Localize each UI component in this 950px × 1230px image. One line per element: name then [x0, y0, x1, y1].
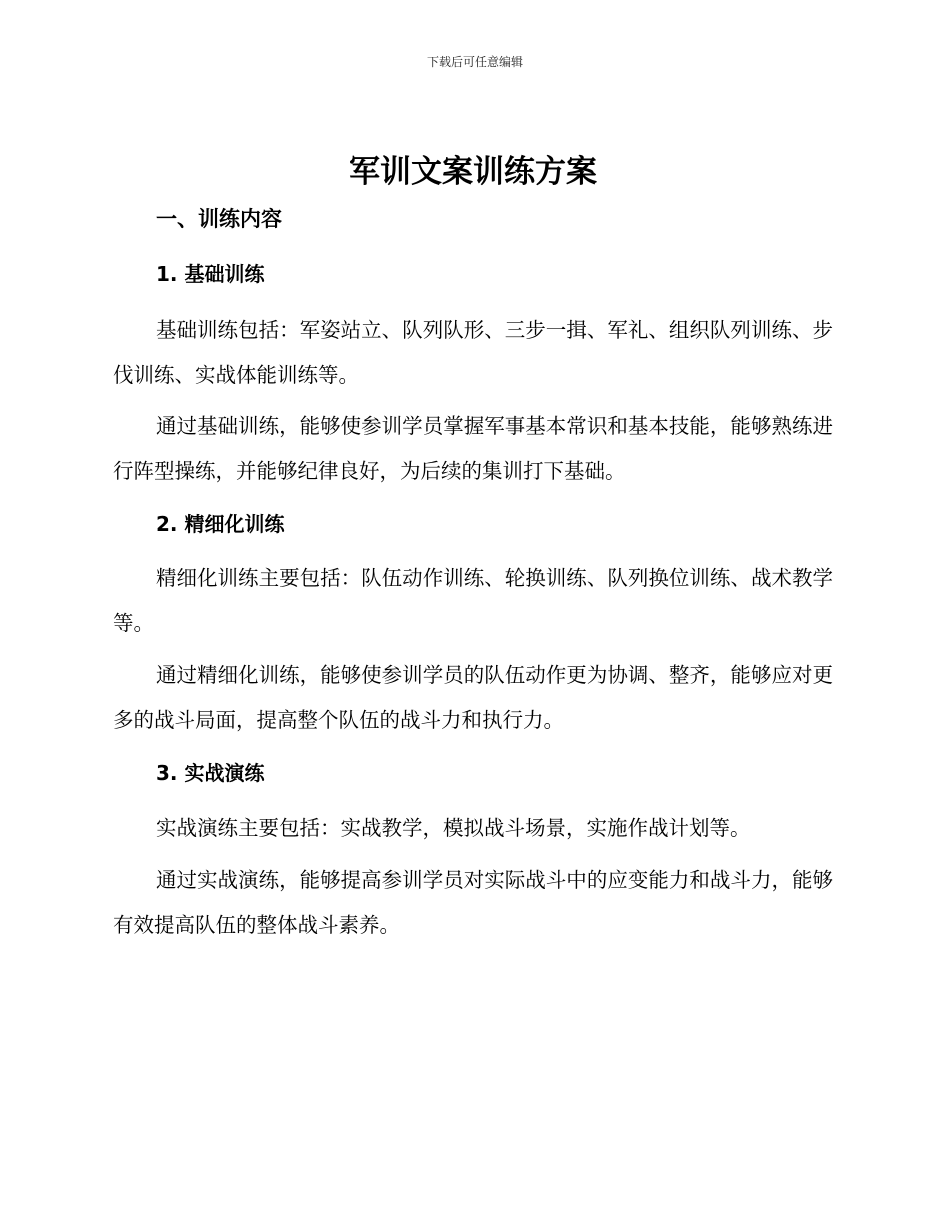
section-heading: 一、训练内容	[156, 207, 282, 231]
subsection-1-paragraph-1: 基础训练包括：军姿站立、队列队形、三步一揖、军礼、组织队列训练、步伐训练、实战体能训练等。	[113, 318, 833, 387]
header-note: 下载后可任意编辑	[426, 55, 523, 69]
subsection-3-heading: 3. 实战演练	[156, 761, 265, 785]
page-title: 军训文案训练方案	[349, 154, 597, 190]
subsection-2-paragraph-2: 通过精细化训练，能够使参训学员的队伍动作更为协调、整齐，能够应对更多的战斗局面，提高整个队伍的战斗力和执行力。	[113, 663, 833, 732]
subsection-2-paragraph-1: 精细化训练主要包括：队伍动作训练、轮换训练、队列换位训练、战术教学等。	[113, 566, 833, 635]
subsection-1-paragraph-2: 通过基础训练，能够使参训学员掌握军事基本常识和基本技能，能够熟练进行阵型操练，并能够纪律良好，为后续的集训打下基础。	[113, 414, 833, 483]
subsection-3-paragraph-2: 通过实战演练，能够提高参训学员对实际战斗中的应变能力和战斗力，能够有效提高队伍的整体战斗素养。	[113, 868, 833, 937]
subsection-1-heading: 1. 基础训练	[156, 262, 265, 286]
subsection-3-paragraph-1: 实战演练主要包括：实战教学，模拟战斗场景，实施作战计划等。	[156, 816, 751, 840]
subsection-2-heading: 2. 精细化训练	[156, 512, 285, 536]
